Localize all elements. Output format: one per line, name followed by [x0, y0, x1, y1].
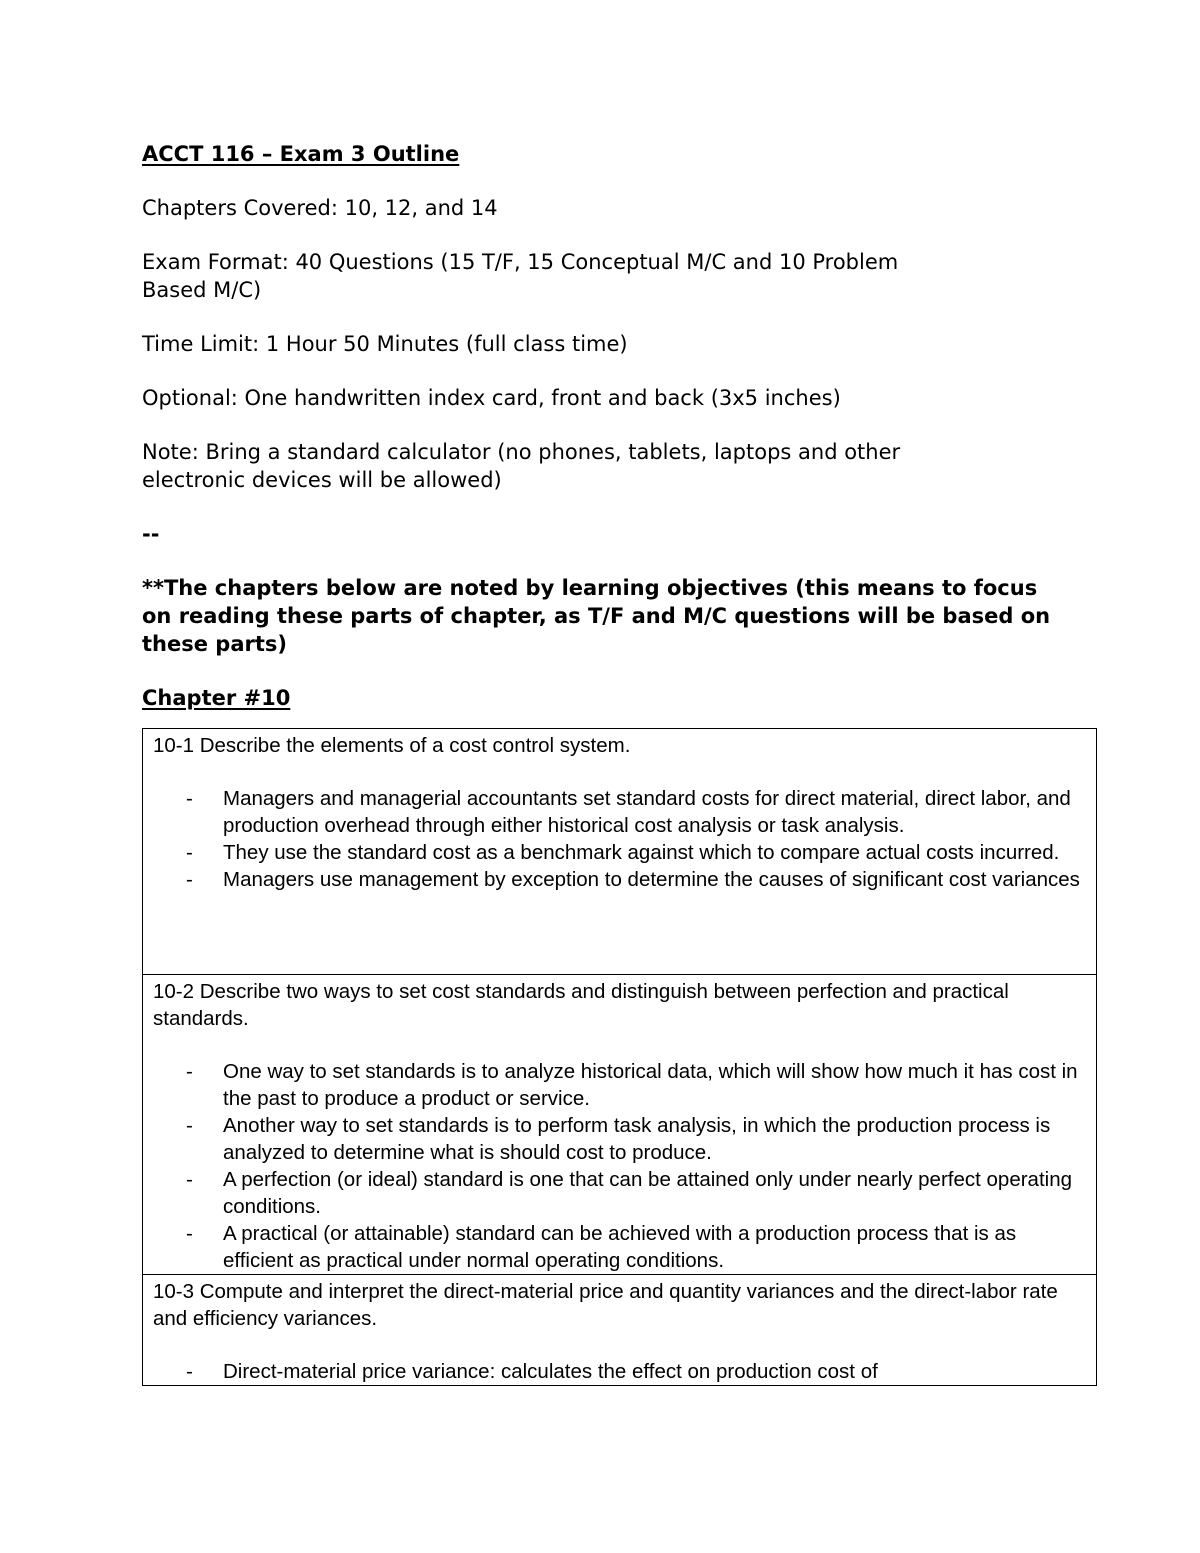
separator: --	[142, 522, 160, 546]
objective-heading: 10-2 Describe two ways to set cost standards and distinguish between perfection and practical standards.	[153, 980, 1009, 1030]
calculator-note	[142, 438, 1102, 494]
objective-bullets	[153, 785, 1086, 893]
bullet-text: Another way to set standards is to perform task analysis, in which the production process is analyzed to determine what is should cost to produce.	[223, 1114, 1051, 1164]
objective-row	[143, 1275, 1097, 1386]
bullet-text: A practical (or attainable) standard can be achieved with a production process that is as efficient as practical under normal operating conditions.	[223, 1222, 1017, 1272]
objective-row	[143, 975, 1097, 1275]
chapter-heading: Chapter #10	[142, 686, 291, 710]
objective-heading: 10-1 Describe the elements of a cost control system.	[153, 734, 631, 757]
bullet-text: They use the standard cost as a benchmark against which to compare actual costs incurred.	[223, 841, 1060, 864]
exam-format-line: Based M/C)	[142, 278, 262, 302]
calculator-note-line: Note: Bring a standard calculator (no phones, tablets, laptops and other	[142, 440, 901, 464]
dash-marker: -	[186, 787, 193, 810]
document-title: ACCT 116 – Exam 3 Outline	[142, 142, 460, 166]
dash-marker: -	[186, 868, 193, 891]
dash-marker: -	[186, 1168, 193, 1191]
objective-bullet	[186, 839, 1086, 866]
bullet-text: Direct-material price variance: calculates the effect on production cost of	[223, 1360, 878, 1383]
dash-marker: -	[186, 1060, 193, 1083]
objective-bullet	[186, 1058, 1086, 1112]
chapters-covered: Chapters Covered: 10, 12, and 14	[142, 196, 498, 220]
objective-cell	[143, 729, 1097, 975]
objective-bullet	[186, 1220, 1086, 1274]
focus-note-line: on reading these parts of chapter, as T/F and M/C questions will be based on	[142, 604, 1051, 628]
objective-heading: 10-3 Compute and interpret the direct-material price and quantity variances and the direct-labor rate and efficiency variances.	[153, 1280, 1058, 1330]
objective-bullet	[186, 1166, 1086, 1220]
bullet-text: Managers use management by exception to determine the causes of significant cost variances	[223, 868, 1080, 891]
document-page	[142, 140, 1102, 1386]
dash-marker: -	[186, 841, 193, 864]
dash-marker: -	[186, 1222, 193, 1245]
objective-bullets	[153, 1358, 1086, 1385]
dash-marker: -	[186, 1114, 193, 1137]
focus-note-line: these parts)	[142, 632, 287, 656]
objective-cell	[143, 1275, 1097, 1386]
focus-note-line: **The chapters below are noted by learning objectives (this means to focus	[142, 576, 1038, 600]
calculator-note-line: electronic devices will be allowed)	[142, 468, 502, 492]
objective-bullet	[186, 866, 1086, 893]
bullet-text: Managers and managerial accountants set standard costs for direct material, direct labor, and production overhead through either historical cost analysis or task analysis.	[223, 787, 1071, 837]
bullet-text: One way to set standards is to analyze historical data, which will show how much it has cost in the past to produce a product or service.	[223, 1060, 1078, 1110]
objective-bullet	[186, 1358, 1086, 1385]
objectives-table	[142, 728, 1097, 1386]
objective-cell	[143, 975, 1097, 1275]
focus-note	[142, 574, 1102, 658]
exam-format-line: Exam Format: 40 Questions (15 T/F, 15 Conceptual M/C and 10 Problem	[142, 250, 899, 274]
exam-format	[142, 248, 1102, 304]
dash-marker: -	[186, 1360, 193, 1383]
optional-note: Optional: One handwritten index card, front and back (3x5 inches)	[142, 386, 841, 410]
objective-bullet	[186, 1112, 1086, 1166]
bullet-text: A perfection (or ideal) standard is one that can be attained only under nearly perfect operating conditions.	[223, 1168, 1073, 1218]
time-limit: Time Limit: 1 Hour 50 Minutes (full class time)	[142, 332, 628, 356]
objective-bullets	[153, 1058, 1086, 1274]
objective-bullet	[186, 785, 1086, 839]
objective-row	[143, 729, 1097, 975]
